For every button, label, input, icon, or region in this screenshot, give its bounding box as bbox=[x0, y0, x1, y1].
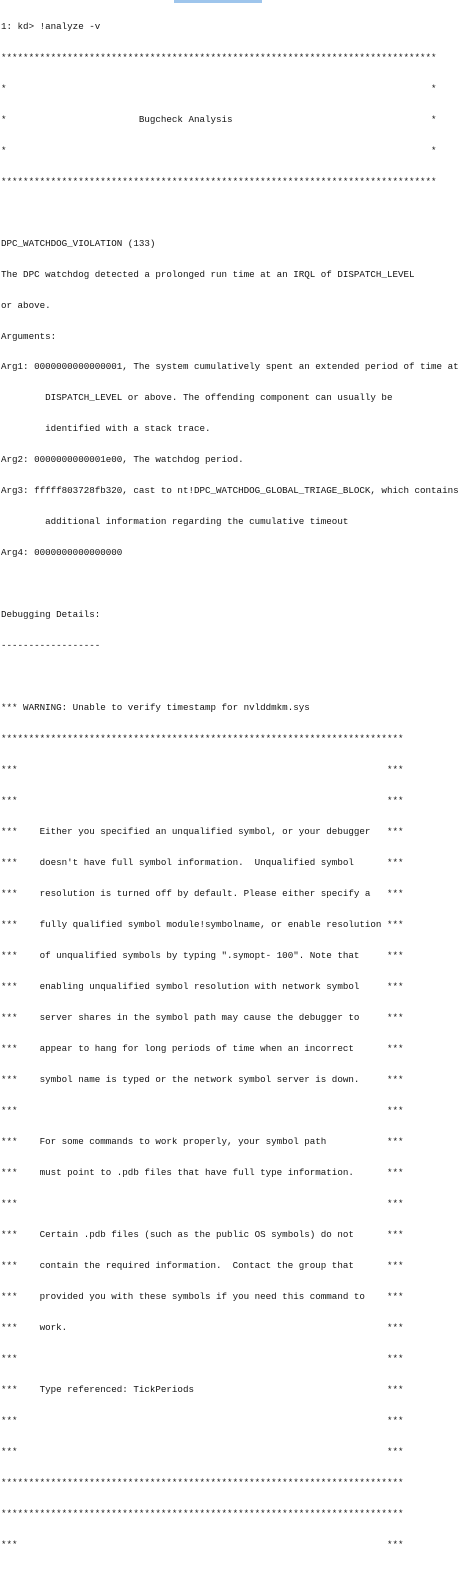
console-line: *** WARNING: Unable to verify timestamp for nvlddmkm.sys bbox=[1, 702, 310, 714]
console-line: *** *** bbox=[1, 1538, 404, 1550]
console-line: *** Either you specified an unqualified symbol, or your debugger *** bbox=[1, 826, 404, 838]
console-line: *** provided you with these symbols if you need this command to *** bbox=[1, 1291, 404, 1303]
console-line: additional information regarding the cumulative timeout bbox=[1, 516, 349, 528]
console-line: Arg4: 0000000000000000 bbox=[1, 547, 123, 559]
console-line: Arg1: 0000000000000001, The system cumulatively spent an extended period of time at bbox=[1, 361, 459, 373]
console-line bbox=[1, 208, 474, 218]
console-line: ************************************************************************* bbox=[1, 1476, 404, 1488]
console-line: *** *** bbox=[1, 1198, 404, 1210]
console-line: Arg3: fffff803728fb320, cast to nt!DPC_WATCHDOG_GLOBAL_TRIAGE_BLOCK, which contains bbox=[1, 485, 459, 497]
console-line: identified with a stack trace. bbox=[1, 423, 211, 435]
console-line: *** fully qualified symbol module!symbolname, or enable resolution *** bbox=[1, 919, 404, 931]
console-line: ******************************************************************************* bbox=[1, 175, 437, 187]
console-text bbox=[1, 1, 474, 1571]
console-line: *** contain the required information. Contact the group that *** bbox=[1, 1260, 404, 1272]
console-line: *** Type referenced: TickPeriods *** bbox=[1, 1383, 404, 1395]
console-line: *** *** bbox=[1, 795, 404, 807]
console-line: *** For some commands to work properly, your symbol path *** bbox=[1, 1136, 404, 1148]
console-line: *** Certain .pdb files (such as the public OS symbols) do not *** bbox=[1, 1229, 404, 1241]
console-line: 1: kd> !analyze -v bbox=[1, 20, 101, 32]
console-line: DISPATCH_LEVEL or above. The offending component can usually be bbox=[1, 392, 393, 404]
console-line: *** *** bbox=[1, 1105, 404, 1117]
console-line: * * bbox=[1, 144, 437, 156]
console-line: ******************************************************************************* bbox=[1, 51, 437, 63]
console-line: *** *** bbox=[1, 1445, 404, 1457]
console-line: * * bbox=[1, 82, 437, 94]
console-line: *** enabling unqualified symbol resolution with network symbol *** bbox=[1, 981, 404, 993]
console-line: DPC_WATCHDOG_VIOLATION (133) bbox=[1, 237, 156, 249]
console-line: Debugging Details: bbox=[1, 609, 101, 621]
console-line: *** work. *** bbox=[1, 1322, 404, 1333]
console-line: * Bugcheck Analysis * bbox=[1, 113, 437, 125]
console-line: or above. bbox=[1, 299, 51, 311]
console-line: *** symbol name is typed or the network symbol server is down. *** bbox=[1, 1074, 404, 1086]
console-line: *** *** bbox=[1, 1352, 404, 1364]
console-line: *** doesn't have full symbol information. Unqualified symbol *** bbox=[1, 857, 404, 869]
console-line: Arg2: 0000000000001e00, The watchdog period. bbox=[1, 454, 244, 466]
console-line: ************************************************************************* bbox=[1, 733, 404, 745]
console-line: *** must point to .pdb files that have full type information. *** bbox=[1, 1167, 404, 1179]
console-line: ************************************************************************* bbox=[1, 1507, 404, 1519]
console-line: *** of unqualified symbols by typing ".symopt- 100". Note that *** bbox=[1, 950, 404, 962]
console-line bbox=[1, 579, 474, 589]
console-line: *** appear to hang for long periods of time when an incorrect *** bbox=[1, 1043, 404, 1055]
console-line bbox=[1, 672, 474, 682]
console-line: *** server shares in the symbol path may cause the debugger to *** bbox=[1, 1012, 404, 1024]
console-line: *** resolution is turned off by default. Please either specify a *** bbox=[1, 888, 404, 900]
console-line: *** *** bbox=[1, 1414, 404, 1426]
console-line: *** *** bbox=[1, 764, 404, 776]
console-line: The DPC watchdog detected a prolonged run time at an IRQL of DISPATCH_LEVEL bbox=[1, 268, 415, 280]
console-line: ------------------ bbox=[1, 640, 101, 652]
console-line: Arguments: bbox=[1, 330, 57, 342]
